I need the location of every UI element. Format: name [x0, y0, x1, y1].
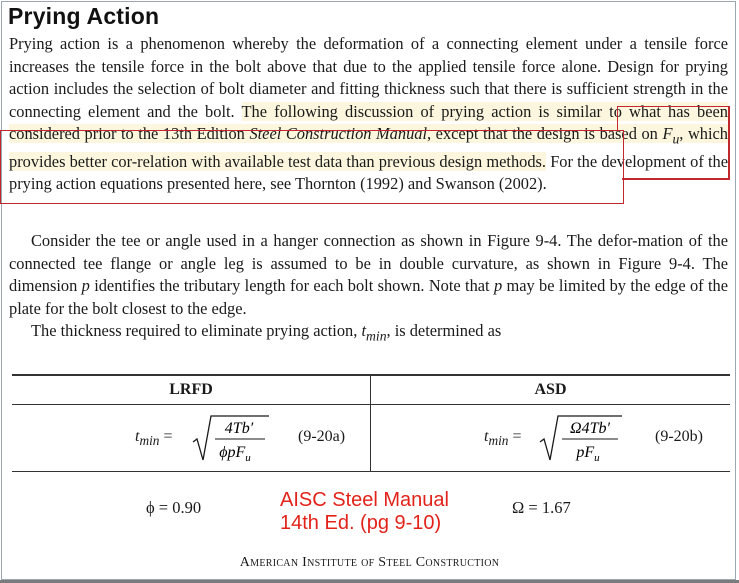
highlight-box-top — [617, 106, 730, 130]
geometry-text-1: Consider the tee or angle used in a hanger connection as shown in Figure 9-4. The defor-mation of the connected tee flange or angle leg is assumed to be in double curvature, as shown in Figure 9-4. The dimension — [9, 231, 728, 295]
source-annotation — [280, 489, 480, 535]
geometry-text-3: may be limited by the edge of the plate for the bolt closest to the edge. — [9, 276, 728, 318]
lrfd-t-sub: min — [139, 433, 160, 449]
geometry-text-2: identifies the tributary length for each bolt shown. Note that — [94, 276, 490, 295]
eq-9-20b-label: (9-20b) — [655, 428, 703, 445]
lrfd-denominator — [219, 444, 251, 464]
p-symbol: p — [81, 276, 90, 295]
asd-header: ASD — [371, 375, 731, 405]
equation-table — [12, 374, 730, 472]
asd-numerator: Ω4Tb′ — [570, 420, 610, 437]
lrfd-lhs: $t_{min}$ = — [135, 428, 173, 449]
highlight-part-2: , except that the design is based on — [427, 124, 658, 143]
lrfd-equation-cell — [12, 405, 371, 472]
intro-text: Prying action is a phenomenon whereby the deformation of a connecting element under a tensile force increases the tensile force in the bolt above that due to the applied tensile force alone. Design for prying action includes the selection of bolt diameter and fitting thickness such that there is sufficient strength in the connecting element and the bolt. — [9, 34, 728, 121]
lrfd-radical — [191, 412, 271, 466]
section-heading: Prying Action — [8, 3, 160, 29]
tmin-symbol — [361, 321, 387, 344]
publisher-footer — [0, 555, 739, 571]
phi-value: ϕ = 0.90 — [146, 498, 202, 517]
highlight-part-1: The following discussion of prying action is similar to what has been considered prior to the 13th Edition — [9, 101, 728, 143]
lrfd-header: LRFD — [12, 375, 371, 405]
intro-text-end: For the development of the prying action equations presented here, see Thornton (1992) and Swanson (2002). — [9, 151, 728, 194]
highlight-box-bottom — [622, 178, 730, 180]
thickness-text-1: The thickness required to eliminate prying action, — [31, 321, 358, 340]
asd-t-sub: min — [488, 433, 509, 449]
manual-title: Steel Construction Manual — [249, 124, 428, 143]
fu-letter: F — [662, 124, 673, 143]
eq-9-20a-label: (9-20a) — [298, 428, 346, 445]
asd-radical — [538, 412, 624, 466]
highlight-box-right — [728, 106, 730, 179]
annotation-line-1: AISC Steel Manual — [280, 489, 449, 511]
asd-equation-cell — [371, 405, 731, 472]
paragraph-geometry — [9, 230, 728, 320]
lrfd-den-main: ϕpF — [219, 444, 246, 461]
footer-text: American Institute of Steel Construction — [239, 555, 500, 570]
asd-t: t — [484, 428, 489, 445]
asd-lhs: $t_{min}$ = — [484, 428, 522, 449]
tmin-subscript: min — [366, 328, 387, 344]
p-symbol-2: p — [493, 276, 503, 295]
lrfd-t: t — [135, 428, 140, 445]
fu-subscript: u — [672, 131, 680, 147]
annotation-line-2: 14th Ed. (pg 9-10) — [280, 512, 442, 534]
tmin-letter: t — [361, 321, 367, 340]
thickness-text-2: , is determined as — [386, 321, 502, 340]
lrfd-den-sub: u — [245, 452, 251, 464]
highlight-part-3: , which provides better cor-relation with available test data than previous design methods. — [9, 124, 728, 171]
omega-value: Ω = 1.67 — [512, 498, 571, 517]
asd-den-main: pF — [576, 444, 595, 461]
lrfd-formula — [13, 406, 369, 470]
asd-den-sub: u — [594, 452, 600, 464]
asd-denominator — [575, 444, 600, 464]
lrfd-numerator: 4Tb′ — [224, 420, 254, 437]
asd-formula — [372, 406, 729, 470]
paragraph-thickness — [9, 320, 728, 348]
